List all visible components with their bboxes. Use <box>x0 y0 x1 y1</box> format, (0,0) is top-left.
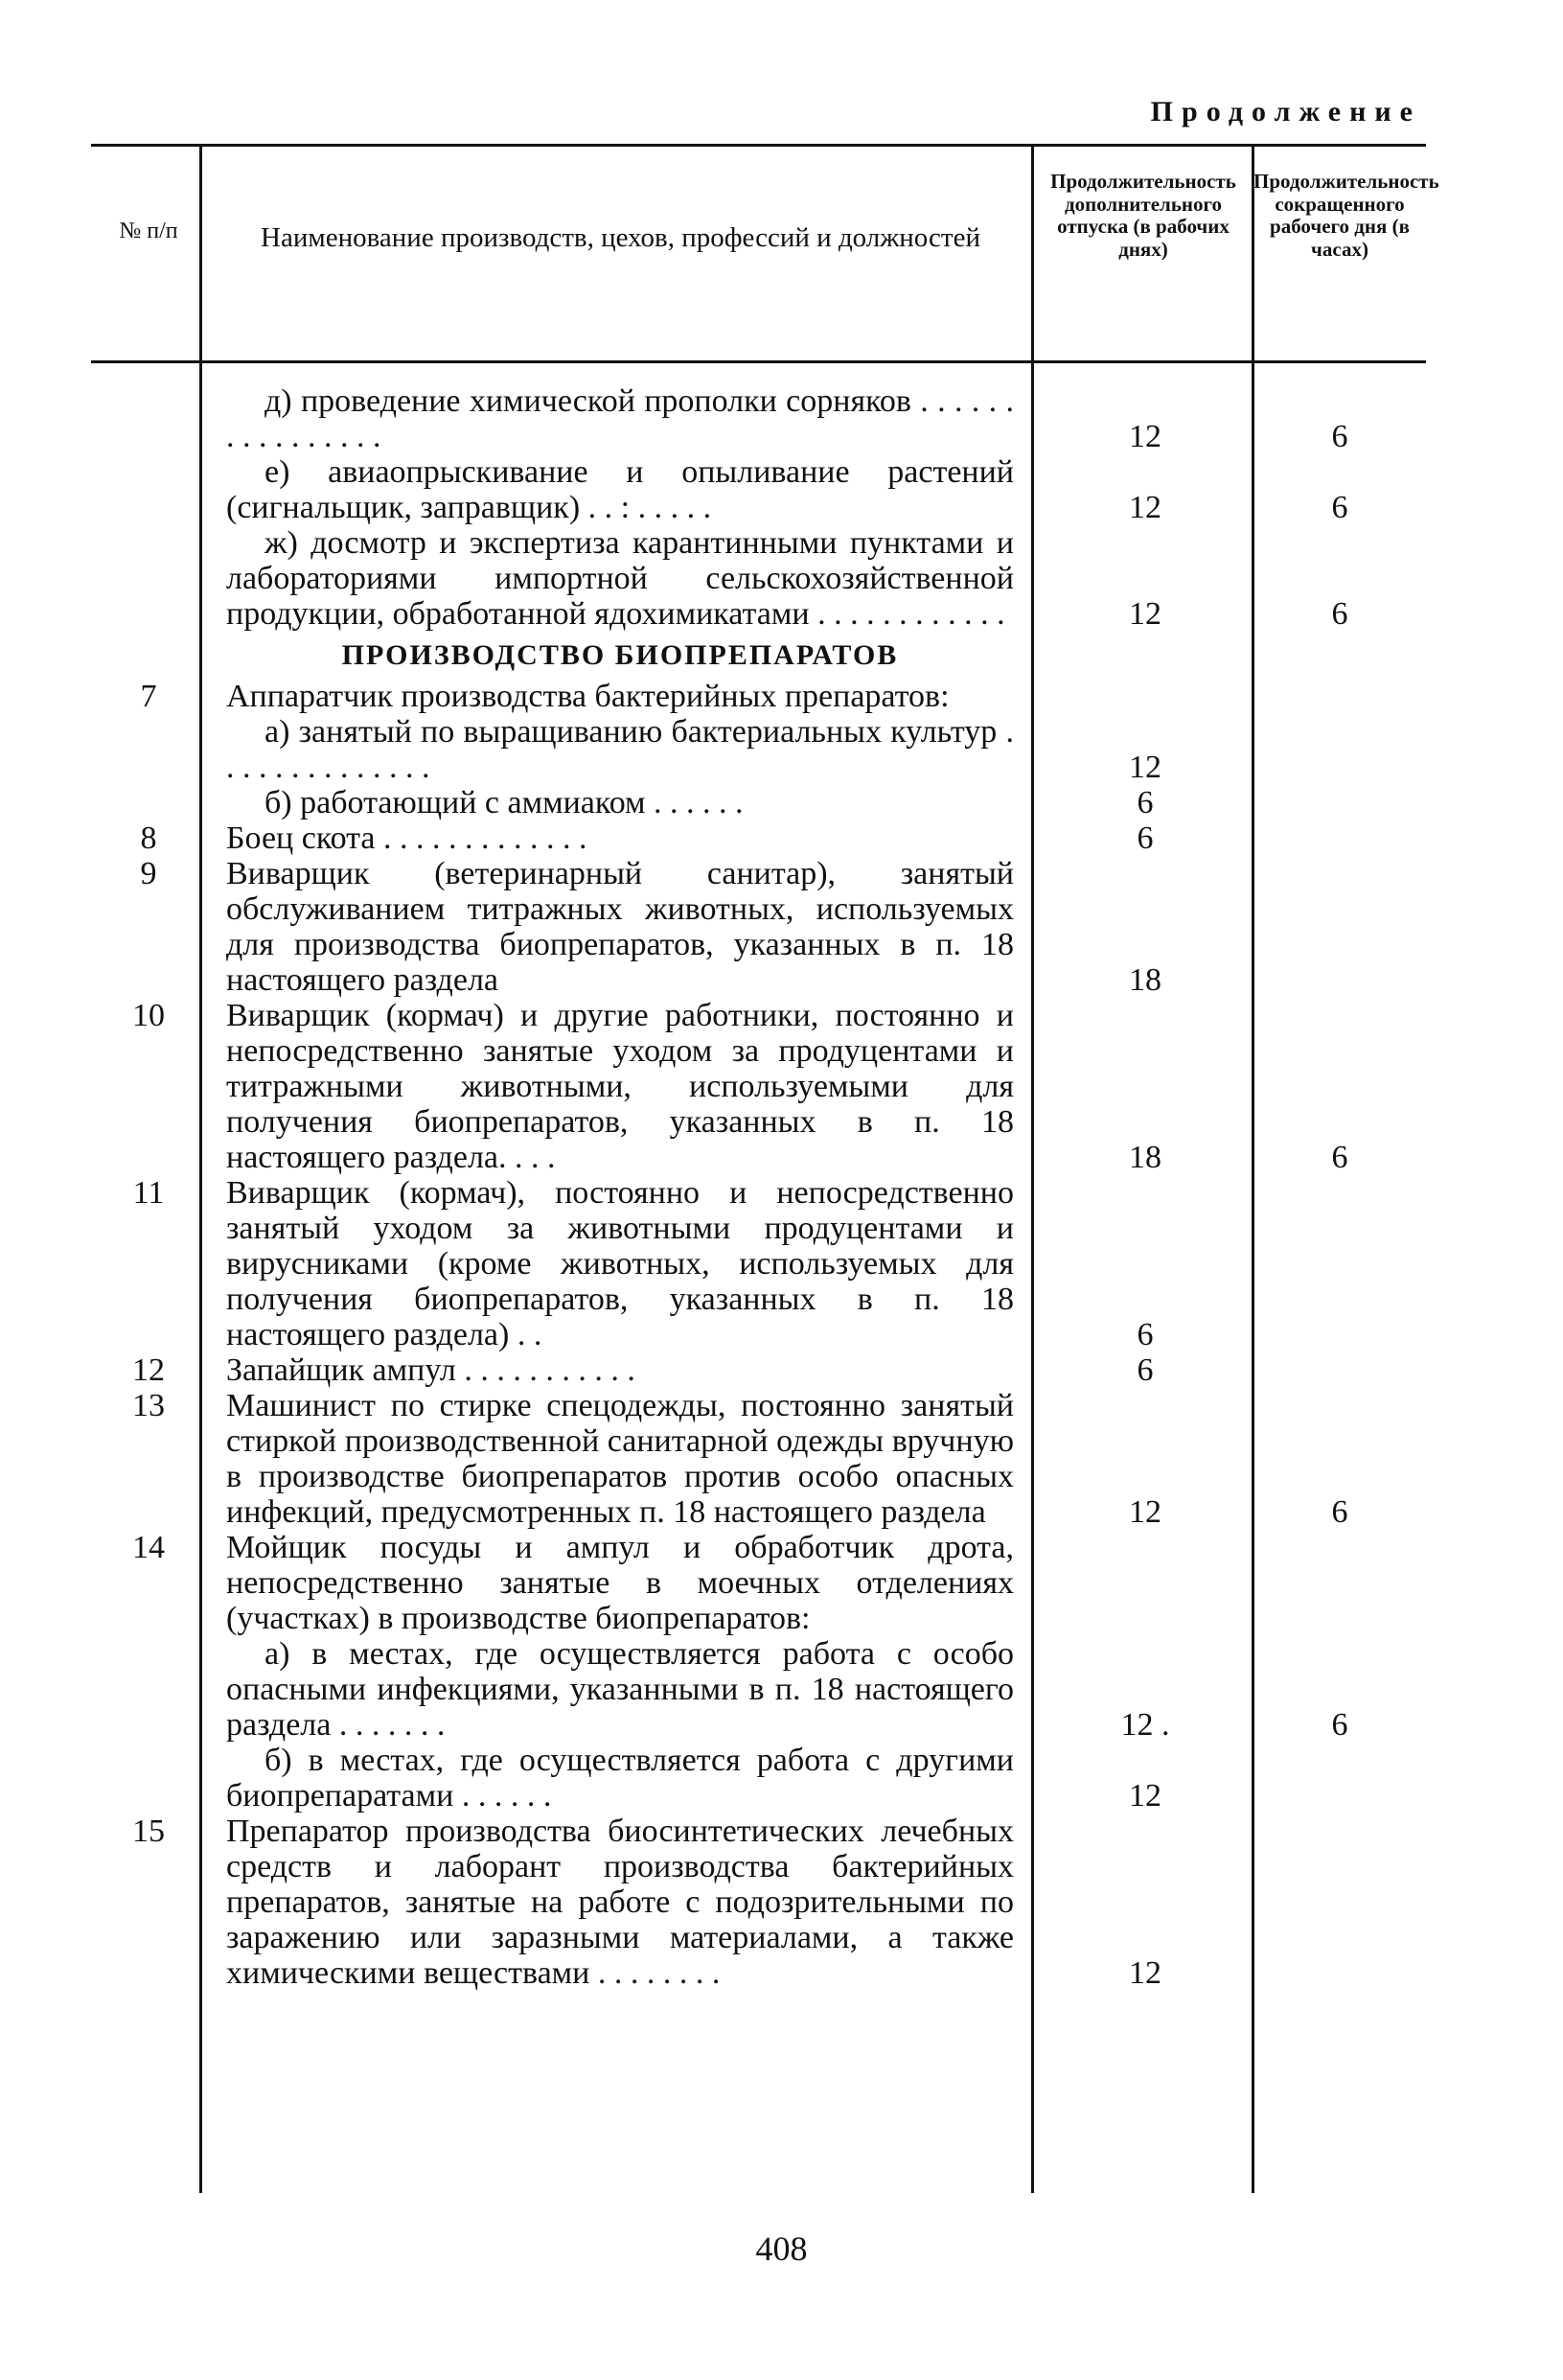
row-number: 14 <box>132 1530 165 1565</box>
table-row <box>0 1352 1563 1388</box>
row-number: 13 <box>132 1388 165 1423</box>
table-row <box>0 714 1563 785</box>
table-row <box>0 632 1563 679</box>
table-row <box>0 1743 1563 1814</box>
row-short-day: 6 <box>1331 419 1348 454</box>
row-extra-leave: 12 . <box>1120 1707 1170 1743</box>
row-text: б) в местах, где осуществляется работа с другими биопрепаратами . . . . . . <box>226 1743 1014 1814</box>
row-text: а) занятый по выращиванию бактериальных культур . . . . . . . . . . . . . . <box>226 714 1014 785</box>
table-row <box>0 998 1563 1175</box>
row-extra-leave: 12 <box>1129 1494 1161 1530</box>
row-short-day: 6 <box>1331 1707 1348 1743</box>
table-row <box>0 454 1563 525</box>
table-row <box>0 1636 1563 1743</box>
row-short-day: 6 <box>1331 596 1348 632</box>
row-extra-leave: 12 <box>1129 1955 1161 1991</box>
row-extra-leave: 12 <box>1129 490 1161 525</box>
row-extra-leave: 12 <box>1129 750 1161 785</box>
row-extra-leave: 18 <box>1129 962 1161 998</box>
table-header-bottom-rule <box>91 360 1426 363</box>
table-top-rule <box>91 144 1426 147</box>
row-text: д) проведение химической прополки сорняков . . . . . . . . . . . . . . . . <box>226 383 1014 454</box>
row-number: 15 <box>132 1814 165 1849</box>
table-row <box>0 1814 1563 1991</box>
row-text: е) авиаопрыскивание и опыливание растений (сигнальщик, заправщик) . . : . . . . . <box>226 454 1014 525</box>
row-number: 11 <box>132 1175 165 1211</box>
table-row <box>0 525 1563 632</box>
section-heading: ПРОИЗВОДСТВО БИОПРЕПАРАТОВ <box>341 639 899 671</box>
table-row <box>0 679 1563 714</box>
row-text: а) в местах, где осуществляется работа с особо опасными инфекциями, указанными в п. 18 настоящего раздела . . . . . . . <box>226 1636 1014 1743</box>
row-number: 8 <box>140 820 157 856</box>
row-number: 7 <box>140 679 157 714</box>
page-number: 408 <box>755 2230 808 2268</box>
header-name: Наименование производств, цехов, профессий и должностей <box>261 222 980 253</box>
row-extra-leave: 6 <box>1137 1317 1154 1352</box>
row-short-day: 6 <box>1331 490 1348 525</box>
table-body <box>0 383 1563 1991</box>
header-number: № п/п <box>119 219 178 243</box>
row-text: б) работающий с аммиаком . . . . . . <box>264 785 744 820</box>
header-extra-leave: Продолжительность дополнительного отпуска (в рабочих днях) <box>1050 170 1236 261</box>
table-row <box>0 820 1563 856</box>
row-text: Виварщик (кормач), постоянно и непосредственно занятый уходом за животными продуцентами и вирусниками (кроме животных, используемых для получения биопрепаратов, указанных в п. 18 настоящего раздела) . . <box>226 1175 1014 1352</box>
row-text: Препаратор производства биосинтетических лечебных средств и лаборант производства бактерийных препаратов, занятые на работе с подозрительными по заражению или заразными материалами, а также химическими веществами . . . . . . . . <box>226 1814 1014 1991</box>
row-extra-leave: 6 <box>1137 1352 1154 1388</box>
row-text: Аппаратчик производства бактерийных препаратов: <box>226 679 950 714</box>
row-extra-leave: 18 <box>1129 1140 1161 1175</box>
table-row <box>0 1175 1563 1352</box>
table-row <box>0 1530 1563 1636</box>
row-text: Виварщик (ветеринарный санитар), занятый обслуживанием титражных животных, используемых для производства биопрепаратов, указанных в п. 18 настоящего раздела <box>226 856 1014 998</box>
row-number: 9 <box>140 856 157 891</box>
table-row <box>0 383 1563 454</box>
row-extra-leave: 6 <box>1137 785 1154 820</box>
row-number: 10 <box>132 998 165 1033</box>
header-short-day: Продолжительность сокращенного рабочего дня (в часах) <box>1253 170 1439 261</box>
row-extra-leave: 6 <box>1137 820 1154 856</box>
table-row <box>0 1388 1563 1530</box>
row-extra-leave: 12 <box>1129 1778 1161 1814</box>
row-text: Виварщик (кормач) и другие работники, постоянно и непосредственно занятые уходом за продуцентами и титражными животными, используемыми для получения биопрепаратов, указанных в п. 18 настоящего раздела. . . . <box>226 998 1014 1175</box>
continuation-label: Продолжение <box>1150 96 1421 127</box>
row-extra-leave: 12 <box>1129 596 1161 632</box>
row-short-day: 6 <box>1331 1140 1348 1175</box>
row-text: Мойщик посуды и ампул и обработчик дрота, непосредственно занятые в моечных отделениях (участках) в производстве биопрепаратов: <box>226 1530 1014 1636</box>
row-text: Машинист по стирке спецодежды, постоянно занятый стиркой производственной санитарной одежды вручную в производстве биопрепаратов против особо опасных инфекций, предусмотренных п. 18 настоящего раздела <box>226 1388 1014 1530</box>
row-extra-leave: 12 <box>1129 419 1161 454</box>
row-short-day: 6 <box>1331 1494 1348 1530</box>
table-row <box>0 856 1563 998</box>
row-number: 12 <box>132 1352 165 1388</box>
table-row <box>0 785 1563 820</box>
row-text: Запайщик ампул . . . . . . . . . . . <box>226 1352 635 1388</box>
row-text: ж) досмотр и экспертиза карантинными пунктами и лабораториями импортной сельскохозяйственной продукции, обработанной ядохимикатами . . . . . . . . . . . . <box>226 525 1014 632</box>
row-text: Боец скота . . . . . . . . . . . . . <box>226 820 587 856</box>
